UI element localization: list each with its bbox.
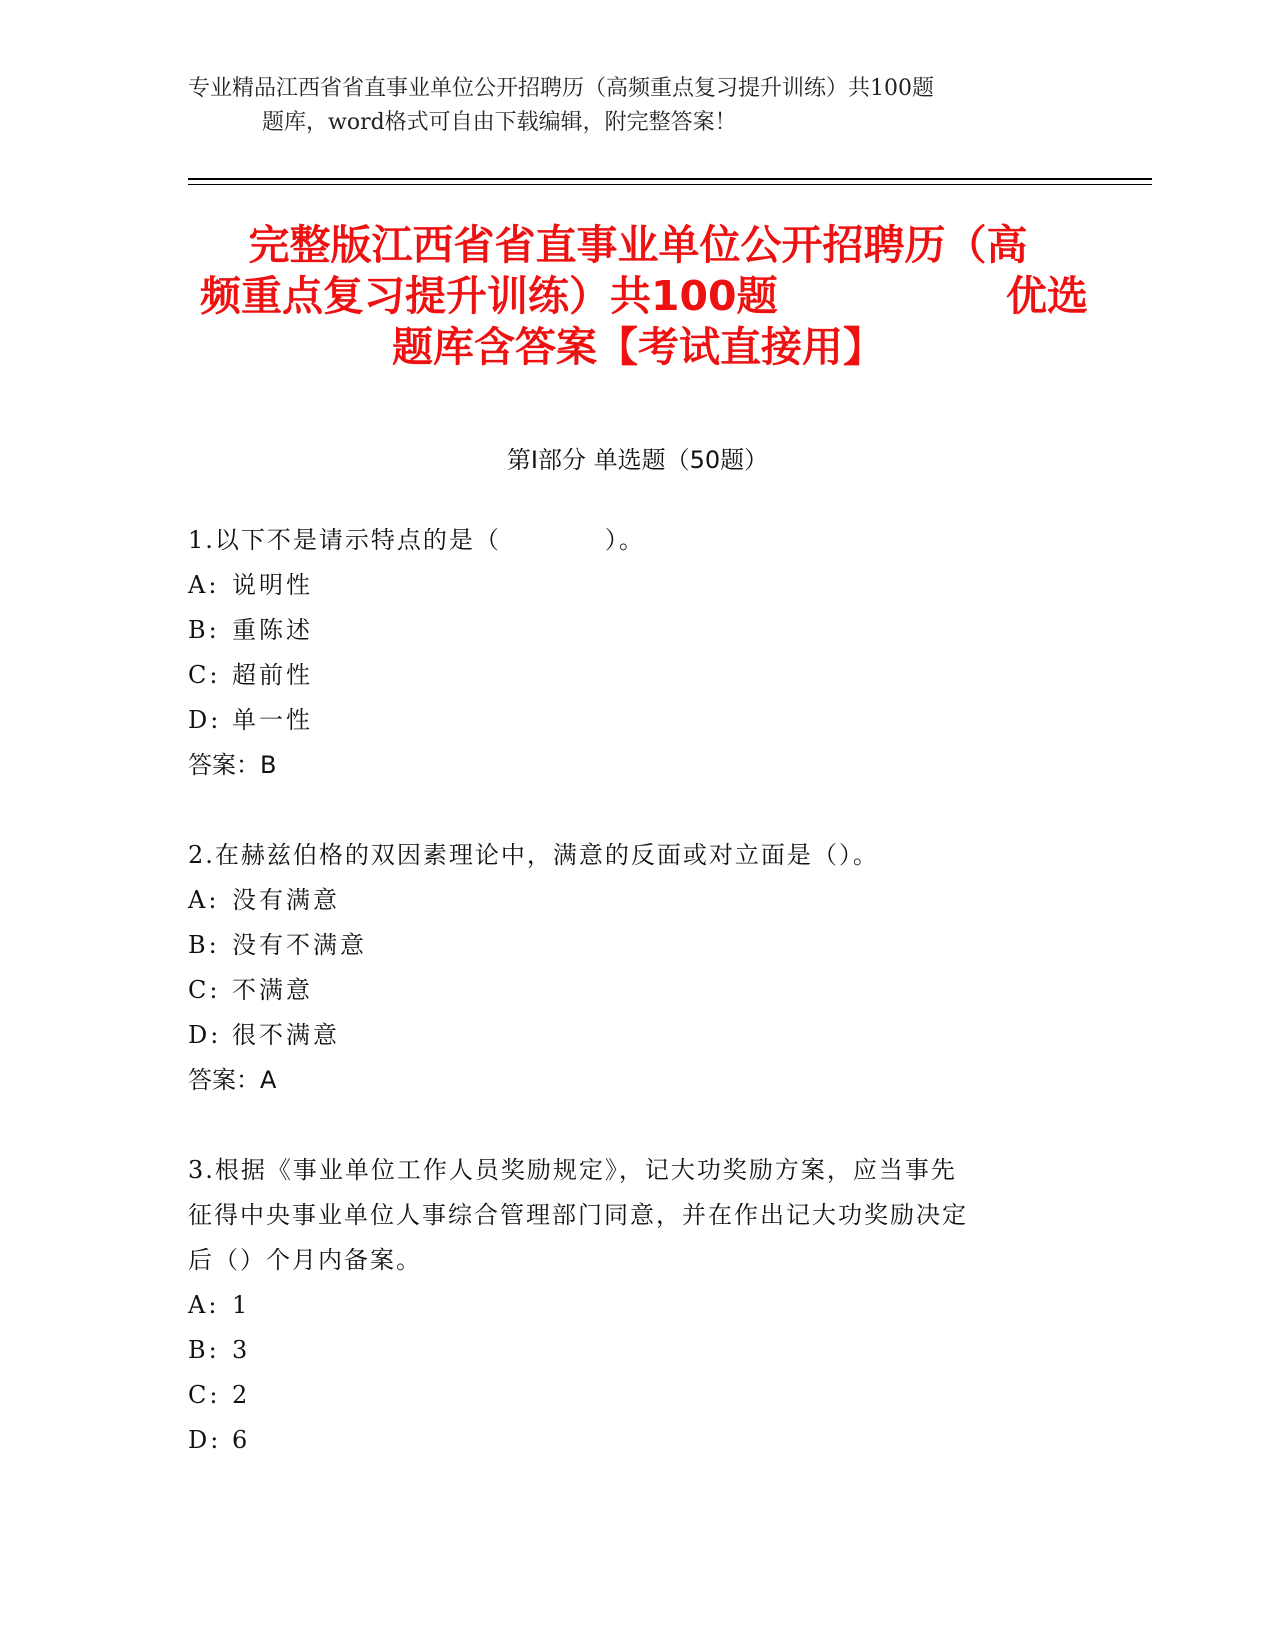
option-b: B: 3 bbox=[188, 1336, 251, 1364]
option-a: A: 没有满意 bbox=[188, 886, 340, 914]
header-divider-thin bbox=[188, 184, 1152, 185]
option-c: C: 不满意 bbox=[188, 976, 313, 1004]
question-1 bbox=[188, 518, 1058, 788]
option-b: B: 重陈述 bbox=[188, 616, 313, 644]
option-c: C: 超前性 bbox=[188, 661, 313, 689]
answer: 答案：A bbox=[188, 1066, 277, 1094]
section-heading: 第Ⅰ部分 单选题（50题） bbox=[506, 446, 769, 474]
question-text: 1.以下不是请示特点的是（ ）。 bbox=[188, 526, 645, 554]
question-text-line-2: 征得中央事业单位人事综合管理部门同意，并在作出记大功奖励决定 bbox=[188, 1201, 968, 1229]
option-d: D: 单一性 bbox=[188, 706, 313, 734]
title-line-2 bbox=[188, 271, 1088, 322]
option-d: D: 6 bbox=[188, 1426, 251, 1454]
question-text-line-3: 后（）个月内备案。 bbox=[188, 1246, 422, 1274]
header-line-2: 题库，word格式可自由下载编辑，附完整答案！ bbox=[262, 110, 737, 135]
document-title bbox=[188, 220, 1088, 373]
document-header bbox=[188, 72, 1068, 140]
option-a: A: 1 bbox=[188, 1291, 251, 1319]
title-line-1: 完整版江西省省直事业单位公开招聘历（高 bbox=[248, 221, 1028, 269]
header-line-1: 专业精品江西省省直事业单位公开招聘历（高频重点复习提升训练）共100题 bbox=[188, 76, 934, 101]
title-line-3: 题库含答案【考试直接用】 bbox=[392, 323, 884, 371]
title-line-2-right: 优选 bbox=[1006, 272, 1088, 320]
option-c: C: 2 bbox=[188, 1381, 251, 1409]
header-divider-thick bbox=[188, 178, 1152, 180]
answer: 答案：B bbox=[188, 751, 277, 779]
option-b: B: 没有不满意 bbox=[188, 931, 367, 959]
title-line-2-left: 频重点复习提升训练）共100题 bbox=[200, 272, 778, 320]
option-a: A: 说明性 bbox=[188, 571, 313, 599]
question-text-line-1: 3.根据《事业单位工作人员奖励规定》，记大功奖励方案，应当事先 bbox=[188, 1156, 957, 1184]
option-d: D: 很不满意 bbox=[188, 1021, 340, 1049]
question-3 bbox=[188, 1148, 1058, 1463]
question-2 bbox=[188, 833, 1058, 1103]
question-text: 2.在赫兹伯格的双因素理论中，满意的反面或对立面是（）。 bbox=[188, 841, 879, 869]
